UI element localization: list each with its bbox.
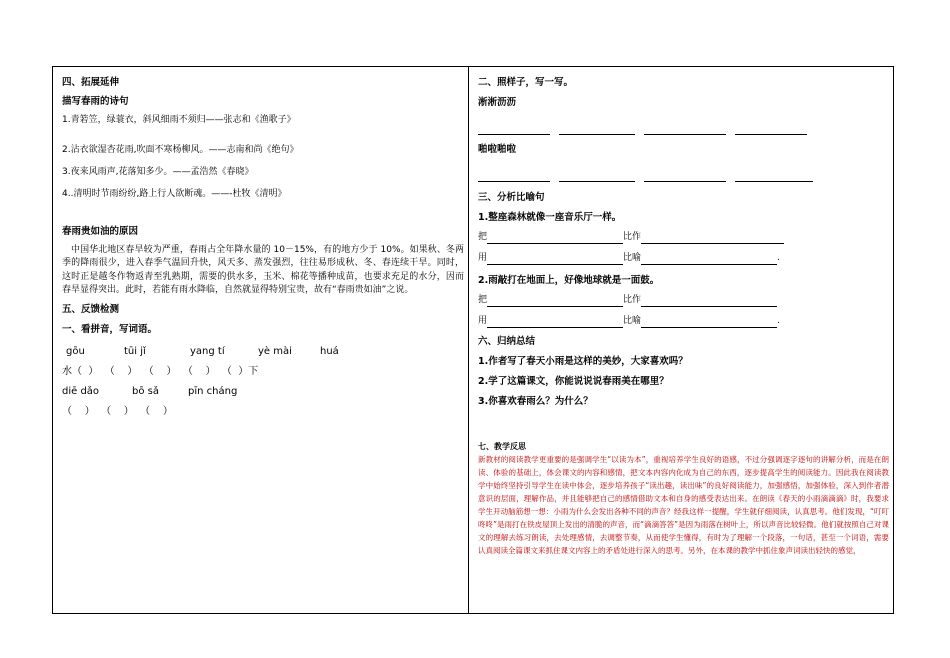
- right-column: [469, 67, 893, 613]
- blank-line[interactable]: [735, 124, 807, 135]
- pinyin-row-2: [62, 384, 464, 400]
- ba-label: 把: [478, 232, 488, 242]
- simile-sentence-1: 1.整座森林就像一座音乐厅一样。: [478, 212, 622, 223]
- blank-line[interactable]: [559, 124, 635, 135]
- biyu-label: 比喻: [623, 316, 642, 326]
- section5-title: 五、反馈检测: [62, 304, 120, 316]
- blank-line[interactable]: [559, 171, 635, 182]
- reason-paragraph: 中国华北地区春旱较为严重，春雨占全年降水量的 10－15%，有的地方少于 10%。如果秋、冬两季的降雨很少，进入春季气温回升快，风天多、蒸发强烈，往往易形成秋、冬、春连续干旱。同时，这时正是越冬作物返青至乳熟期，需要的供水多，玉米、棉花等播种成苗，也要求充足的水分，因而春旱显得突出。此时，若能有雨水降临，自然就显得特别宝贵，故有“春雨贵如油”之说。: [62, 245, 464, 295]
- lesson-table: [52, 66, 894, 614]
- pinyin-row-1: [62, 344, 464, 360]
- answer-brackets-1: 水（ ） （ ） （ ） （ ） （ ）下: [62, 366, 259, 378]
- blank-line[interactable]: [478, 171, 550, 182]
- summary-question-3: 3.你喜欢春雨么？为什么？: [478, 396, 593, 407]
- answer-line-ba-2: [478, 294, 889, 307]
- blank-line[interactable]: [478, 124, 550, 135]
- summary-question-2: 2.学了这篇课文，你能说说说春雨美在哪里？: [478, 376, 669, 387]
- ba-label: 把: [478, 295, 488, 305]
- blank-line[interactable]: [641, 317, 777, 328]
- section4-title: 四、拓展延伸: [62, 77, 120, 88]
- blank-line[interactable]: [644, 124, 726, 135]
- pinyin: yè mài: [258, 346, 292, 358]
- blank-line[interactable]: [644, 171, 726, 182]
- question1-title: 一、看拼音，写词语。: [62, 324, 158, 336]
- question3-title: 三、分析比喻句: [478, 192, 545, 203]
- yong-label: 用: [478, 316, 488, 326]
- pinyin: diē dǎo: [62, 386, 100, 398]
- poems-title: 描写春雨的诗句: [62, 96, 129, 107]
- pinyin: yang tí: [190, 346, 225, 358]
- example-word-2: 啪啦啪啦: [478, 144, 517, 155]
- simile-sentence-2: 2.雨敲打在地面上，好像地球就是一面鼓。: [478, 275, 660, 286]
- biyu-label: 比喻: [623, 253, 642, 263]
- blank-line[interactable]: [487, 317, 623, 328]
- summary-question-1: 1.作者写了春天小雨是这样的美妙，大家喜欢吗？: [478, 356, 688, 367]
- question6-title: 六、归纳总结: [478, 336, 536, 347]
- period: .: [777, 316, 780, 326]
- pinyin: huá: [320, 346, 339, 358]
- pinyin: tūi jǐ: [124, 346, 146, 358]
- blank-line[interactable]: [735, 171, 813, 182]
- reason-title: 春雨贵如油的原因: [62, 226, 139, 237]
- pinyin: gōu: [66, 346, 85, 358]
- question7-title: 七、教学反思: [478, 442, 526, 451]
- poem-2: 2.沾衣欲湿杏花雨,吹面不寒杨柳风。——志南和尚《绝句》: [62, 145, 299, 155]
- bizuo-label: 比作: [623, 232, 642, 242]
- blank-line[interactable]: [641, 296, 777, 307]
- blank-lines-row-1: [478, 116, 889, 135]
- answer-line-ba-1: [478, 231, 889, 244]
- answer-line-yong-2: [478, 315, 889, 328]
- pinyin: pīn cháng: [188, 386, 238, 398]
- answer-line-yong-1: [478, 252, 889, 265]
- question2-title: 二、照样子，写一写。: [478, 77, 574, 88]
- blank-line[interactable]: [487, 296, 623, 307]
- yong-label: 用: [478, 253, 488, 263]
- pinyin: bō sǎ: [132, 386, 159, 398]
- bizuo-label: 比作: [623, 295, 642, 305]
- blank-line[interactable]: [487, 233, 623, 244]
- poem-3: 3.夜来风雨声,花落知多少。——孟浩然《春晓》: [62, 167, 254, 177]
- period: .: [777, 253, 780, 263]
- example-word-1: 淅淅沥沥: [478, 97, 517, 108]
- answer-brackets-2: （ ） （ ） （ ）: [62, 406, 173, 418]
- blank-lines-row-2: [478, 163, 889, 182]
- poem-4: 4..清明时节雨纷纷,路上行人欲断魂。——-杜牧《清明》: [62, 189, 287, 199]
- left-column: [53, 67, 468, 613]
- blank-line[interactable]: [641, 233, 784, 244]
- blank-line[interactable]: [487, 254, 623, 265]
- poem-1: 1.青箬笠，绿蓑衣，斜风细雨不须归——张志和《渔歌子》: [62, 115, 296, 125]
- teaching-reflection: 新教材的阅读教学更重要的是强调学生“以读为本”，重视培养学生良好的语感，不过分强调逐字逐句的讲解分析，而是在朗读、体验的基础上，体会课文的内容和感情，把文本内容内化成为自己的东西，逐步提高学生的阅读能力。因此我在阅读教学中始终坚持引导学生在读中体会，逐步培养孩子“读出趣，读出味”的良好阅读能力，加强感悟，加强体验，深入到作者潜意识的层面，理解作品，并且能够把自己的感情借助文本和自身的感受表达出来。在朗读《春天的小雨滴滴滴》时，我要求学生开动脑筋想一想：小雨为什么会发出各种不同的声音？经我这样一提醒，学生就仔细阅读，认真思考。他们发现，“叮叮咚咚”是雨打在铁皮屋顶上发出的清脆的声音，而“滴滴答答”是因为雨落在树叶上，所以声音比较轻微。他们就按照自己对课文的理解去练习朗读，去处理感情，去调整节奏，从而使学生懂得，有时为了理解一个段落，一句话，甚至一个词语，需要认真阅读全篇课文来抓住课文内容上的矛盾处进行深入的思考。另外，在本课的教学中抓住象声词读出轻快的感觉，: [478, 455, 889, 555]
- blank-line[interactable]: [641, 254, 777, 265]
